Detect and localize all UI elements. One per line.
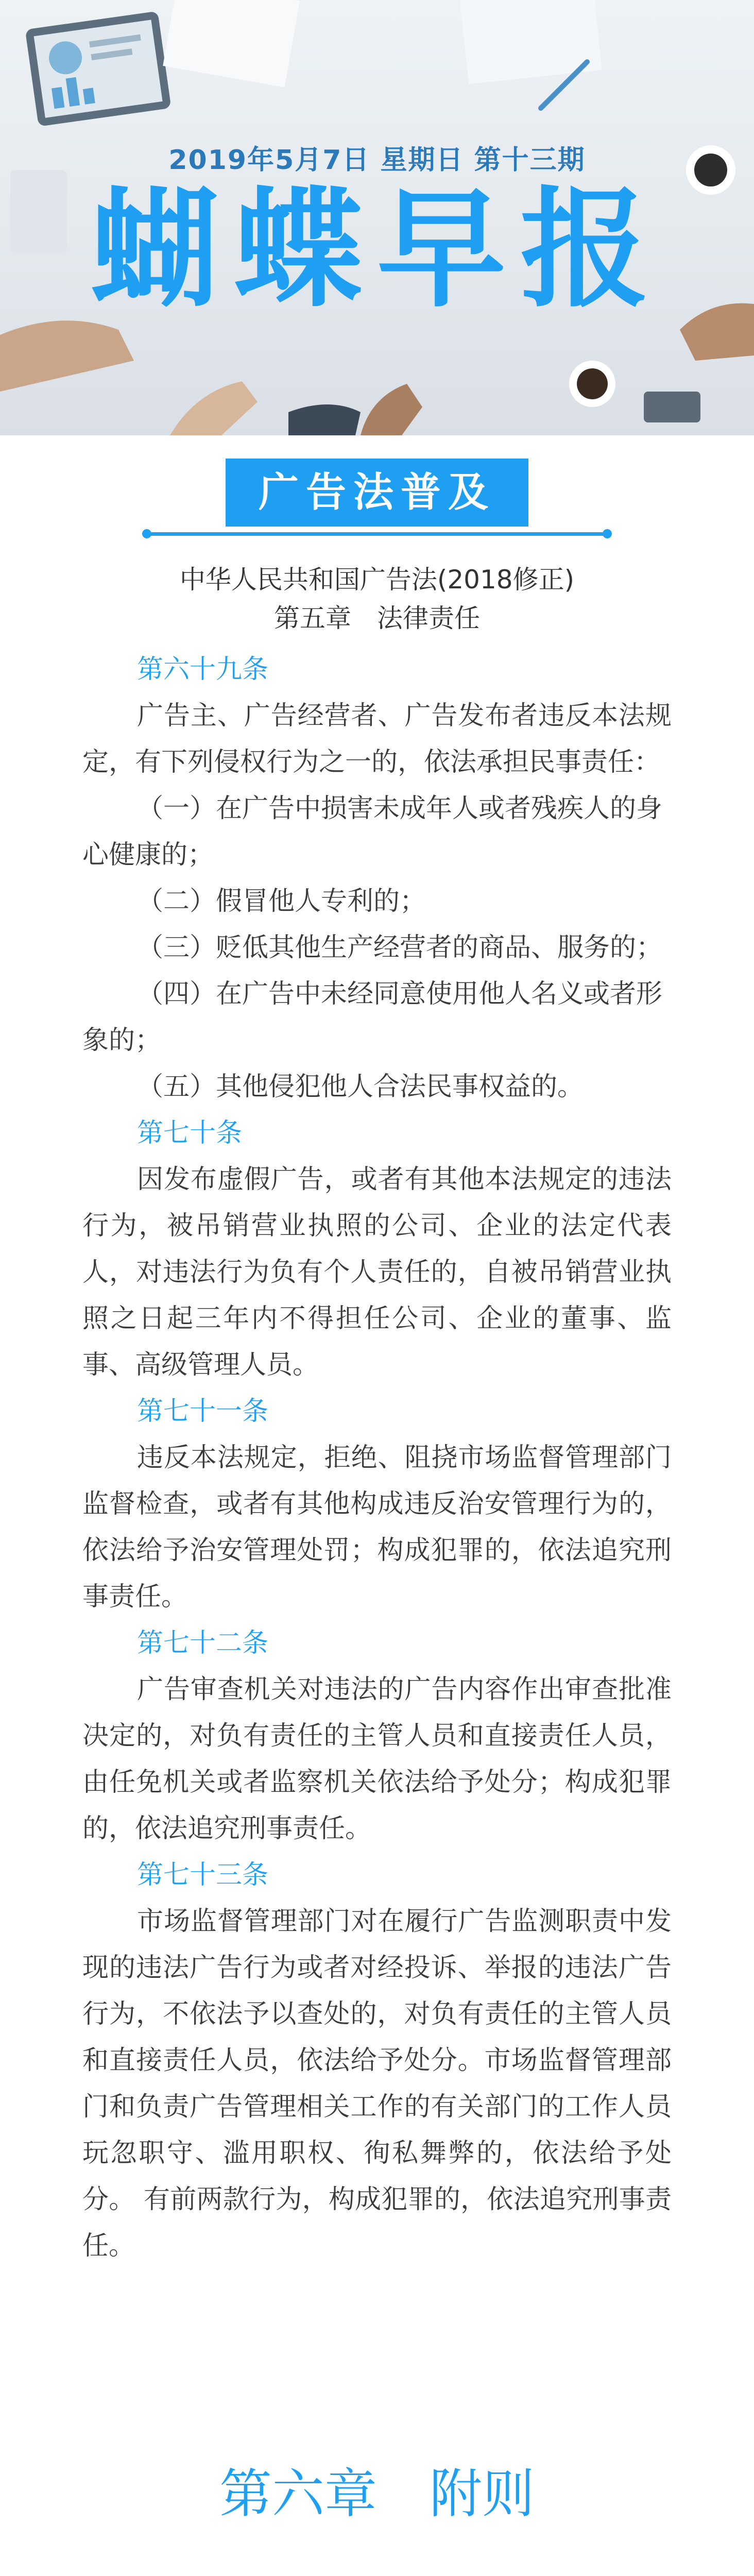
article-69-title: 第六十九条 — [137, 654, 269, 685]
article-70-text: 因发布虚假广告，或者有其他本法规定的违法行为，被吊销营业执照的公司、企业的法定代表人，对违法行为负有个人责任的，自被吊销营业执照之日起三年内不得担任公司、企业的董事、监事、高级管理人员。 — [82, 1164, 672, 1380]
article-69-intro: 广告主、广告经营者、广告发布者违反本法规定，有下列侵权行为之一的，依法承担民事责任： — [82, 701, 672, 777]
section-title-banner — [0, 459, 754, 536]
article-71-title: 第七十一条 — [137, 1396, 269, 1427]
chapter-5-content — [82, 647, 672, 2269]
article-73-text: 市场监督管理部门对在履行广告监测职责中发现的违法广告行为或者对经投诉、举报的违法广告行为，不依法予以查处的，对负有责任的主管人员和直接责任人员，依法给予处分。市场监督管理部门和负责广告管理相关工作的有关部门的工作人员玩忽职守、滥用职权、徇私舞弊的，依法给予处分。 有前两款行为，构成犯罪的，依法追究刑事责任。 — [82, 1906, 672, 2261]
section-divider-line — [147, 532, 607, 536]
article-69-item: （五）其他侵犯他人合法民事权益的。 — [137, 1072, 584, 1102]
divider-dot-right — [603, 529, 612, 538]
issue-date-line: 2019年5月7日 星期日 第十三期 — [168, 145, 586, 176]
divider-dot-left — [142, 529, 151, 538]
chapter-6-title: 第六章 附则 — [219, 2464, 535, 2525]
article-71-text: 违反本法规定，拒绝、阻挠市场监督管理部门监督检查，或者有其他构成违反治安管理行为的，依法给予治安管理处罚；构成犯罪的，依法追究刑事责任。 — [82, 1443, 672, 1612]
article-73-title: 第七十三条 — [137, 1860, 269, 1890]
article-70-title: 第七十条 — [137, 1118, 243, 1148]
article-69-item: （四）在广告中未经同意使用他人名义或者形象的； — [82, 979, 663, 1056]
article-69-item: （二）假冒他人专利的； — [137, 886, 426, 917]
article-69-item: （一）在广告中损害未成年人或者残疾人的身心健康的； — [82, 793, 663, 870]
article-69-item: （三）贬低其他生产经营者的商品、服务的； — [137, 933, 663, 963]
article-72-text: 广告审查机关对违法的广告内容作出审查批准决定的，对负有责任的主管人员和直接责任人员，由任免机关或者监察机关依法给予处分；构成犯罪的，依法追究刑事责任。 — [82, 1674, 672, 1844]
chapter-5-title: 第五章 法律责任 — [274, 603, 480, 633]
article-72-title: 第七十二条 — [137, 1628, 269, 1658]
newsletter-masthead: 蝴蝶早报 — [91, 175, 663, 325]
header-banner — [0, 0, 754, 435]
section-title: 广告法普及 — [226, 459, 528, 527]
law-name: 中华人民共和国广告法(2018修正) — [179, 565, 575, 595]
